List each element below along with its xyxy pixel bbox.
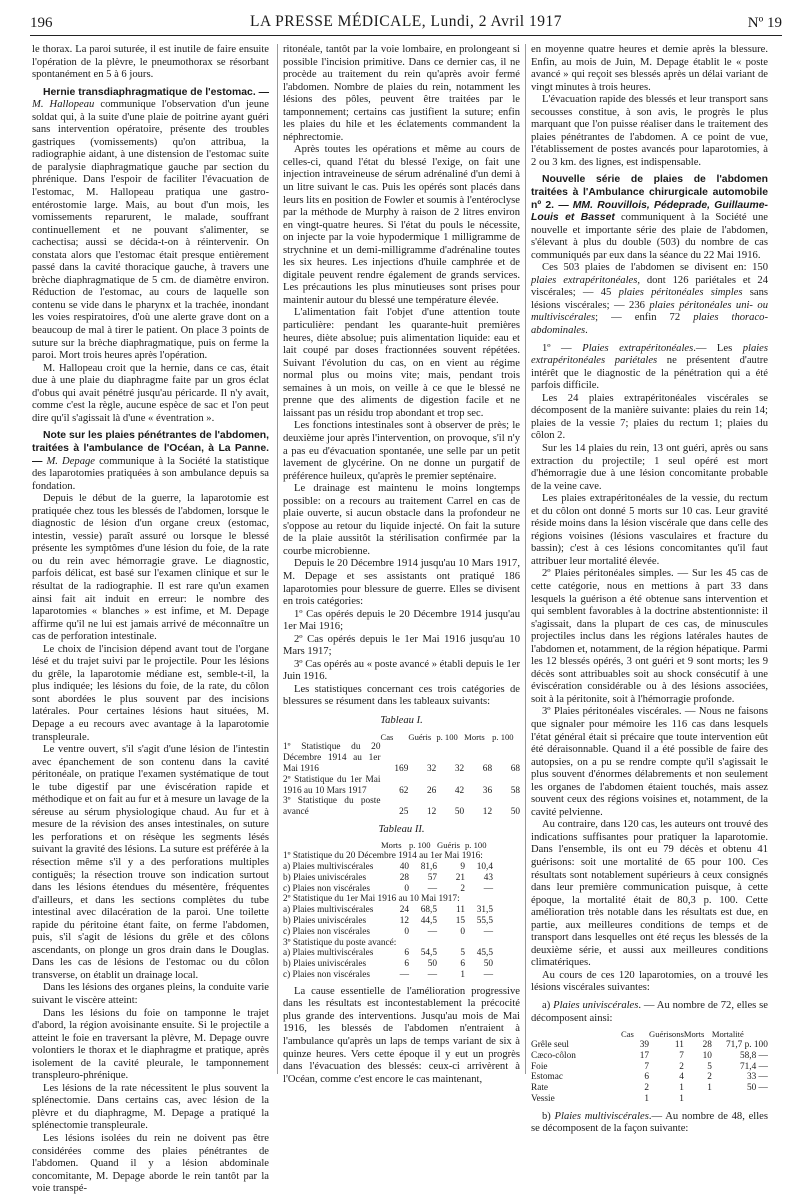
- table-cell: 5: [707, 1061, 712, 1072]
- table-cell: 32: [427, 763, 437, 774]
- row-label: a) Plaies multiviscérales: [283, 862, 374, 873]
- table-cell: 6: [404, 959, 409, 970]
- column-2: [283, 44, 520, 1085]
- table-row: [283, 884, 493, 895]
- paragraph: M. Hallopeau croit que la hernie, dans ce cas, était due à une plaie du diaphragme faite par un gros éclat d'obus qui avait pénétré jusqu'au péricarde. Il n'y avait, comme c'est la règle, aucune espèce de sac et l'on peut dire qu'il s'agissait là d'une « éventration ».: [32, 362, 269, 424]
- text-run: Plaies univiscérales: [553, 1000, 639, 1012]
- table-group-row: [283, 938, 493, 949]
- table-cell: 50: [427, 959, 437, 970]
- page-number: 196: [30, 15, 53, 31]
- table-cell: —: [427, 883, 437, 894]
- table-row: [531, 1083, 768, 1094]
- table-3: [531, 1029, 768, 1105]
- paragraph: 3º Plaies péritonéales viscérales. — Nous ne faisons que signaler pour mémoire les 116 cas dans lesquels l'état général était si précaire que toute intervention eût été déraisonnable. Quand il a été possible de faire des autopsies, on a pu se rendre compte qu'il s'agissait le plus souvent d'énormes délabrements et non seulement les organes de l'abdomen étaient touchés, mais assez souvent ceux des régions voisines et, notamment, de la cavité pelvienne.: [531, 706, 768, 818]
- text-run: . — Au nombre de 72, elles se décomposent ainsi:: [531, 1000, 769, 1024]
- table-cell: 10: [702, 1050, 712, 1061]
- table-cell: 7: [644, 1061, 649, 1072]
- column-header: Morts: [464, 731, 485, 742]
- row-label: Grêle seul: [531, 1039, 569, 1050]
- text-run: plaies thoraco-abdominales: [531, 312, 769, 337]
- table-cell: 1: [679, 1083, 684, 1094]
- text-run: plaies extrapéritonéales pariétales: [531, 342, 769, 367]
- table-cell: 81,6: [420, 862, 437, 873]
- paragraph: L'alimentation fait l'objet d'une attention toute particulière: pendant les quarante-huit premières heures, diète absolue; puis alimentation liquide: eau et lait coupé par doses fractionnées souvent répétées. Suivant l'évolution du cas, on en vient au régime normal plus ou moins vite; mais, pendant trois semaines à un mois, on veille à ce que le blessé ne prenne que des aliments de digestion facile et ne laissant pas un résidu trop abondant et trop sec.: [283, 307, 520, 419]
- paragraph: Sur les 14 plaies du rein, 13 ont guéri, après ou sans extraction du projectile; 1 seul opéré est mort d'hémorragie due à une lésion concomitante probable de la veine cave.: [531, 442, 768, 492]
- table-cell: 55,5: [476, 916, 493, 927]
- table-cell: 50: [454, 807, 465, 818]
- paragraph: communique l'observation d'un jeune soldat qui, à la suite d'une plaie de poitrine ayant guéri sans intervention opératoire, présente des troubles gastriques (vomissements) qu'on attribua, la radiographie aidant, à une distension de l'estomac suite de paralysie diaphragmatique gauche par section du phrénique. Dans l'espoir de faciliter l'évacuation de l'estomac, M. Hallopeau pratiqua une gastro-entérostomie large. Mais, au bout d'un mois, les vomissements reparurent, le malade, souffrant continuellement et ne pouvant s'alimenter, se cachectisa; aussi se décida-t-on à réintervenir. On constata alors que l'estomac était presque entièrement passé dans la cavité thoracique gauche, à travers une brèche diaphragmatique de 5 cm. de diamètre environ. Réduction de l'estomac, au cours de laquelle son contenu se vide dans le pharynx et la trachée, inondant les voies respiratoires, d'où une alerte grave dont on a beaucoup de mal à tirer le patient. On place 3 points de suture sur la brèche diaphragmatique, puis on ferme la paroi. Mort trois heures après l'opération.: [32, 99, 269, 362]
- column-header: Morts: [683, 1029, 705, 1040]
- table-header-row: [283, 840, 493, 851]
- table-cell: —: [427, 970, 437, 981]
- row-label: Estomac: [531, 1072, 564, 1083]
- column-header: p. 100: [409, 840, 431, 851]
- paragraph: en moyenne quatre heures et demie après la blessure. Enfin, au mois de Juin, M. Depage établit le « poste avancé » qui reçoit ses blessés après un délai variant de vingt minutes à trois heures.: [531, 44, 768, 93]
- paragraph: Le choix de l'incision dépend avant tout de l'organe lésé et du trajet suivi par le projectile. Pour les lésions du grêle, la laparotomie médiane est, semble-t-il, la plus indiquée; les lésions du foie, de la rate, du côlon sont abordées le plus souvent par des incisions latérales. Pour certaines lésions haut situées, M. Depage a eu recours avec avantage à la laparotomie transpleurale.: [32, 643, 269, 743]
- paragraph: Dans les lésions du foie on tamponne le trajet d'abord, la région avoisinante ensuite. Si le projectile a atteint le foie en traversant la plèvre, M. Depage ouvre volontiers le thorax et le diaphragme et pratique, après isolement de la cavité pleurale, le tamponnement transpleuro-phrénique.: [32, 1007, 269, 1082]
- table-cell: 44,5: [420, 916, 437, 927]
- page-header: [30, 13, 782, 36]
- table-row: [531, 1094, 768, 1105]
- text-run: .: [585, 325, 588, 337]
- table-row: [283, 905, 493, 916]
- column-header: Cas: [380, 731, 394, 742]
- table-cell: 42: [454, 785, 465, 796]
- row-label: Cæco-côlon: [531, 1050, 576, 1061]
- column-header: p. 100: [436, 731, 458, 742]
- table-cell: 169: [394, 763, 409, 774]
- table-cell: 28: [399, 872, 409, 883]
- column-1: [32, 44, 269, 1195]
- paragraph: 2º Plaies péritonéales simples. — Sur les 45 cas de cette catégorie, nous en mettions à part 33 dans lesquels la guérison a été obtenue sans intervention et qui semblent favorables à la doctrine abstentionniste: il s'agissait, dans la plupart de ces cas, de minuscules projectiles inclus dans les régions latérales hautes de l'abdomen et, notamment, de la région hépatique. Parmi les 12 blessés opérés, 3 ont guéri et 9 sont morts; les 9 décès sont attribuables soit au shock consécutif à une éviscération considérable ou à des lésions associées, soit à la péritonite, soit à l'hémorragie profonde.: [531, 568, 768, 705]
- text-run: 1º —: [542, 342, 572, 354]
- text-run: Plaies multiviscérales: [554, 1110, 649, 1122]
- row-label: b) Plaies univiscérales: [283, 872, 367, 883]
- row-label: b) Plaies univiscérales: [283, 916, 367, 927]
- row-label: c) Plaies non viscérales: [283, 883, 370, 894]
- table-cell: 2: [644, 1083, 649, 1094]
- paragraph: Les 24 plaies extrapéritonéales viscérales se décomposent de la manière suivante: plaies du rein 14; plaies de la vessie 7; plaies du rectum 1; plaies du côlon 2.: [531, 392, 768, 442]
- paragraph: Depuis le début de la guerre, la laparotomie est pratiquée chez tous les blessés de l'abdomen, lorsque le diagnostic de lésion d'un organe creux (estomac, intestin, vessie) paraît assuré ou lorsque le blessé présente les symptômes d'une lésion du foie, de la rate ou du rein avec hémorragie grave. Le diagnostic, parfois délicat, est basé sur l'examen clinique et sur le résultat de la radiographie. Il est rare qu'un examen ainsi fait ait induit en erreur: le nombre des laparotomies « blanches » est infime, et M. Depage affirme qu'il ne lui est jamais arrivé de méconnaître un cas de perforation intestinale.: [32, 493, 269, 643]
- paragraph: Les statistiques concernant ces trois catégories de blessures se résument dans les tableaux suivants:: [283, 683, 520, 708]
- row-label: c) Plaies non viscérales: [283, 970, 370, 981]
- table-cell: 71,4 —: [739, 1061, 768, 1072]
- column-header: Guérisons: [649, 1029, 684, 1040]
- table-cell: —: [483, 926, 493, 937]
- table-cell: 6: [404, 948, 409, 959]
- group-title: 1º Statistique du 20 Décembre 1914 au 1er Mai 1916:: [283, 851, 483, 862]
- row-label: b) Plaies univiscérales: [283, 959, 367, 970]
- text-run: b): [542, 1110, 551, 1122]
- paragraph: La cause essentielle de l'amélioration progressive dans les résultats est incontestablement la précocité plus grande des interventions. Jusqu'au mois de Mai 1916, les blessés de l'abdomen n'entraient à l'ambulance qu'après un laps de temps variant de six à quinze heures. Vers cette époque il y eut un progrès dans l'évacuation des blessés: ceux-ci arrivèrent à l'Océan, comme c'est encore le cas maintenant,: [283, 985, 520, 1085]
- table-cell: 1: [679, 1093, 684, 1104]
- table-cell: 17: [639, 1050, 649, 1061]
- table-cell: 40: [399, 862, 409, 873]
- group-title: 3º Statistique du poste avancé:: [283, 937, 397, 948]
- paragraph: ritonéale, tantôt par la voie lombaire, en prolongeant si possible l'incision primitive. Dans ce dernier cas, il ne procède au traitement du rein qu'après avoir fermé l'abdomen. Nombre de plaies du rein, notamment les lésions des pôles, peuvent être traitées par le tamponnement; certains cas justifient la suture; enfin les plaies du hile et les éclatements commandent la néphrectomie.: [283, 44, 520, 143]
- paragraph: Les lésions isolées du rein ne doivent pas être considérées comme des plaies pénétrantes de l'abdomen. Quand il y a lésion abdominale concomitante, M. Depage aborde le rein tantôt par la voie transpé-: [32, 1133, 269, 1195]
- table-cell: 11: [674, 1039, 684, 1050]
- paragraph: Au cours de ces 120 laparotomies, on a trouvé les lésions viscérales suivantes:: [531, 969, 768, 994]
- text-run: ne présentent d'autre intérêt que le diagnostic de la pénétration qui a été parfois difficile.: [531, 355, 768, 392]
- paragraph: 3º Cas opérés au « poste avancé » établi depuis le 1er Juin 1916.: [283, 658, 520, 683]
- table-cell: 11: [456, 905, 465, 916]
- row-label: a) Plaies multiviscérales: [283, 948, 374, 959]
- table-cell: 2: [679, 1061, 684, 1072]
- table-group-row: [283, 851, 493, 862]
- row-label: Foie: [531, 1061, 548, 1072]
- table-cell: 68,5: [420, 905, 437, 916]
- table-cell: 26: [427, 785, 437, 796]
- table-cell: 58,8 —: [739, 1050, 768, 1061]
- paragraph: Les plaies extrapéritonéales de la vessie, du rectum et du côlon ont donné 5 morts sur 10 cas. Leur gravité réside moins dans la lésion viscérale que dans celle des régions voisines (lésions vasculaires et fracture du bassin); c'est à ces lésions concomitantes qu'il faut attribuer leur mortalité élevée.: [531, 493, 768, 567]
- table-row: [531, 1051, 768, 1062]
- section-heading: Nouvelle série de plaies de l'abdomen traitées à l'Ambulance chirurgicale automobile nº 2. —: [531, 174, 768, 211]
- table-cell: 50: [483, 959, 493, 970]
- paragraph: Au contraire, dans 120 cas, les auteurs ont trouvé des indications suffisantes pour pratiquer la laparotomie. Dans l'ensemble, ils ont eu 79 décès et obtenu 41 guérisons: soit une mortalité de 65 pour 100. Ces résultats sont notablement supérieurs à ceux consignés dans leur première communication puisque, à cette époque, la mortalité était de 80,3 p. 100. Cette amélioration très notable dans les résultats est due, en partie, aux meilleures conditions de temps et de transport dans lesquelles ont été reçus les blessés de la deuxième série, et aussi aux meilleures conditions climatériques.: [531, 819, 768, 969]
- paragraph: Après toutes les opérations et même au cours de celles-ci, quand l'état du blessé l'exige, on fait une injection intraveineuse de sérum adrénaliné d'un demi à un litre suivant le cas. Puis les opérés sont placés dans leurs lits en position de Fowler et soumis à l'entéroclyse par la méthode de Murphy à raison de 2 litres environ en vingt-quatre heures. Si l'état du pouls le nécessite, on injecte par la voie hypodermique 1 milligramme de strychnine et un demi-milligramme d'adrénaline toutes les six heures. Les injections d'huile camphrée et de digitale peuvent rendre également de grands services. Les précautions les plus minutieuses sont prises pour maintenir autour du blessé une température élevée.: [283, 144, 520, 306]
- author-name: M. Hallopeau: [32, 99, 95, 111]
- table-row: [283, 775, 520, 797]
- table-cell: 15: [455, 916, 465, 927]
- text-run: , dont 126 pariétales et 24 viscérales; — 45: [531, 274, 768, 299]
- table-row: [283, 742, 520, 774]
- table-cell: 45,5: [476, 948, 493, 959]
- paragraph: Depuis le 20 Décembre 1914 jusqu'au 10 Mars 1917, M. Depage et ses assistants ont pratiqué 186 laparotomies pour blessure de guerre. Elles se divisent en trois catégories:: [283, 558, 520, 608]
- table-cell: 0: [404, 926, 409, 937]
- table-row: [531, 1040, 768, 1051]
- journal-title: LA PRESSE MÉDICALE, Lundi, 2 Avril 1917: [249, 13, 562, 30]
- paragraph: communiquent à la Société une nouvelle et importante série des plaie de l'abdomen, s'élevant à plus du double (503) du nombre de cas communiqués par eux dans la séance du 22 Mai 1916.: [531, 212, 768, 261]
- paragraph: communique à la Société la statistique des laparotomies pratiquées à son ambulance depuis sa fondation.: [32, 455, 269, 492]
- table-cell: 1: [460, 970, 465, 981]
- text-run: sans lésions viscérales; — 236: [531, 287, 768, 311]
- table-cell: 0: [460, 926, 465, 937]
- text-run: plaies péritonéales uni- ou multiviscérales: [531, 299, 768, 324]
- table-row: [283, 948, 493, 959]
- text-run: .— Les: [693, 342, 733, 354]
- table-cell: 32: [454, 763, 465, 774]
- row-label: c) Plaies non viscérales: [283, 926, 370, 937]
- column-rule: [277, 44, 278, 1074]
- table-1: [283, 732, 520, 818]
- table-row: [283, 927, 493, 938]
- table-header-row: [283, 732, 520, 743]
- column-header: Guéris: [437, 840, 460, 851]
- table-cell: 68: [482, 763, 493, 774]
- table-row: [283, 916, 493, 927]
- table-caption: Tableau II.: [378, 823, 425, 835]
- table-cell: 71,7 p. 100: [726, 1039, 768, 1050]
- table-header-row: [531, 1029, 768, 1040]
- text-run: a): [542, 1000, 551, 1012]
- table-cell: 12: [482, 807, 493, 818]
- table-cell: 10,4: [476, 862, 493, 873]
- column-header: p. 100: [492, 731, 514, 742]
- paragraph: Le drainage est maintenu le moins longtemps possible: on a recours au traitement Carrel en cas de plaie ouverte, si aucun obstacle dans la profondeur ne s'oppose au retour du liquide injecté. On fait la suture de la plaie aussitôt la stérilisation confirmée par la courbe microbienne.: [283, 483, 520, 557]
- row-label: Vessie: [531, 1093, 555, 1104]
- table-cell: 7: [679, 1050, 684, 1061]
- issue-number: Nº 19: [747, 15, 782, 31]
- column-header: Morts: [381, 840, 402, 851]
- table-cell: 6: [460, 959, 465, 970]
- column-header: p. 100: [465, 840, 487, 851]
- paragraph: Dans les lésions des organes pleins, la conduite varie suivant le viscère atteint:: [32, 982, 269, 1007]
- row-label: 3º Statistique du poste avancé: [283, 796, 381, 818]
- paragraph: Les fonctions intestinales sont à observer de près; le deuxième jour après l'intervention, on provoque, s'il n'y a pas eu d'évacuation spontanée, une selle par un petit lavement de glycérine. On ne donne un purgatif de préférence huileux, qu'après le premier septénaire.: [283, 420, 520, 482]
- text-run: Plaies extrapéritonéales: [582, 342, 694, 354]
- column-header: Cas: [621, 1029, 634, 1040]
- table-cell: 6: [644, 1072, 649, 1083]
- table-cell: 25: [399, 807, 409, 818]
- table-cell: 21: [455, 872, 465, 883]
- table-cell: 24: [399, 905, 409, 916]
- table-cell: 0: [404, 883, 409, 894]
- table-row: [283, 959, 493, 970]
- table-cell: 2: [460, 883, 465, 894]
- table-cell: 54,5: [420, 948, 437, 959]
- table-cell: 68: [510, 763, 520, 774]
- table-group-row: [283, 894, 493, 905]
- paragraph: le thorax. La paroi suturée, il est inutile de faire ensuite l'opération de la plèvre, le pneumothorax se résorbant spontanément en 5 à 6 jours.: [32, 44, 269, 81]
- column-header: Mortalité: [711, 1029, 744, 1040]
- author-name: M. Depage: [46, 455, 95, 467]
- paragraph: Les lésions de la rate nécessitent le plus souvent la splénectomie. Dans certains cas, avec lésion de la plèvre et du diaphragme, M. Depage a pratiqué la splénectomie transpleurale.: [32, 1082, 269, 1132]
- table-cell: 12: [427, 807, 437, 818]
- table-row: [283, 862, 493, 873]
- row-label: 2º Statistique du 1er Mai 1916 au 10 Mars 1917: [283, 774, 381, 796]
- row-label: 1º Statistique du 20 Décembre 1914 au 1er Mai 1916: [283, 742, 381, 774]
- paragraph: 2º Cas opérés depuis le 1er Mai 1916 jusqu'au 10 Mars 1917;: [283, 633, 520, 658]
- table-row: [531, 1062, 768, 1073]
- table-cell: —: [483, 883, 493, 894]
- table-row: [283, 873, 493, 884]
- table-cell: 57: [427, 872, 437, 883]
- table-cell: 36: [482, 785, 493, 796]
- table-cell: 1: [707, 1083, 712, 1094]
- text-run: plaies extrapéritonéales: [531, 274, 638, 286]
- section-heading: Note sur les plaies pénétrantes de l'abdomen, traitées à l'ambulance de l'Océan, à La Panne. —: [32, 430, 269, 467]
- table-cell: 39: [639, 1039, 649, 1050]
- table-cell: —: [427, 926, 437, 937]
- table-cell: 5: [460, 948, 465, 959]
- table-cell: 9: [460, 862, 465, 873]
- row-label: Rate: [531, 1083, 549, 1094]
- table-cell: 62: [399, 785, 409, 796]
- paragraph: 1º Cas opérés depuis le 20 Décembre 1914 jusqu'au 1er Mai 1916;: [283, 608, 520, 633]
- text-run: .— Au nombre de 48, elles se décomposent de la façon suivante:: [531, 1110, 768, 1135]
- table-cell: 58: [510, 785, 520, 796]
- table-row: [283, 970, 493, 981]
- table-row: [531, 1072, 768, 1083]
- section-heading: Hernie transdiaphragmatique de l'estomac. —: [43, 86, 269, 98]
- table-cell: —: [399, 970, 409, 981]
- column-rule: [525, 44, 526, 1074]
- column-3: [531, 44, 769, 1135]
- text-run: ; — enfin 72: [595, 312, 681, 324]
- table-cell: 12: [399, 916, 409, 927]
- text-run: Ces 503 plaies de l'abdomen se divisent en: 150: [542, 262, 768, 274]
- group-title: 2º Statistique du 1er Mai 1916 au 10 Mai 1917:: [283, 894, 460, 905]
- paragraph: L'évacuation rapide des blessés et leur transport sans secousses constitue, à son avis, le progrès le plus marquant que l'on puisse réaliser dans le traitement des plaies pénétrantes de l'abdomen. A ce point de vue, l'établissement de postes avancés pour laparotomies, à 2 ou 3 km. des lignes, est indispensable.: [531, 94, 768, 168]
- table-caption: Tableau I.: [380, 714, 423, 726]
- table-cell: 4: [679, 1072, 684, 1083]
- table-2: [283, 840, 493, 980]
- table-cell: 50: [510, 807, 520, 818]
- table-cell: 31,5: [476, 905, 493, 916]
- author-names: MM. Rouvillois, Pédeprade, Guillaume-Louis et Basset: [531, 199, 768, 224]
- table-row: [283, 796, 520, 818]
- column-header: Guéris: [408, 731, 432, 742]
- table-cell: [684, 1094, 712, 1105]
- table-cell: 2: [707, 1072, 712, 1083]
- table-cell: 43: [483, 872, 493, 883]
- table-cell: [712, 1094, 768, 1105]
- table-cell: 33 —: [746, 1072, 768, 1083]
- table-cell: —: [483, 970, 493, 981]
- table-cell: 1: [644, 1093, 649, 1104]
- table-cell: 50 —: [746, 1083, 768, 1094]
- text-run: plaies péritonéales simples: [618, 287, 743, 299]
- paragraph: Le ventre ouvert, s'il s'agit d'une lésion de l'intestin avec épanchement de son contenu dans la cavité péritonéale, on pratique l'examen systématique de tout le tube digestif par une éviscération rapide et méthodique et on fait au fur et à mesure un lavage de la séreuse au sérum physiologique chaud. Au fur et à mesure de la révision des anses intestinales, on suture les perforations et on résèque les segments lésés suivant la gravité des lésions. La suture est préférée à la résection même s'il y a des perforations multiples contiguës; la résection trouve son indication surtout dans les lésions étendues du mésentère, fréquentes d'ailleurs, et dans les sections complètes du tube intestinal avec dilacération de la paroi. Une toilette rapide du péritoine étant faite, on ferme l'abdomen, puis, s'il s'agit de lésions du grêle et des côlons ascendants, on plonge un gros drain dans le Douglas. Dans les cas de lésions de l'estomac ou du côlon transverse, on établit un drainage local.: [32, 744, 269, 981]
- table-cell: 28: [702, 1039, 712, 1050]
- row-label: a) Plaies multiviscérales: [283, 905, 374, 916]
